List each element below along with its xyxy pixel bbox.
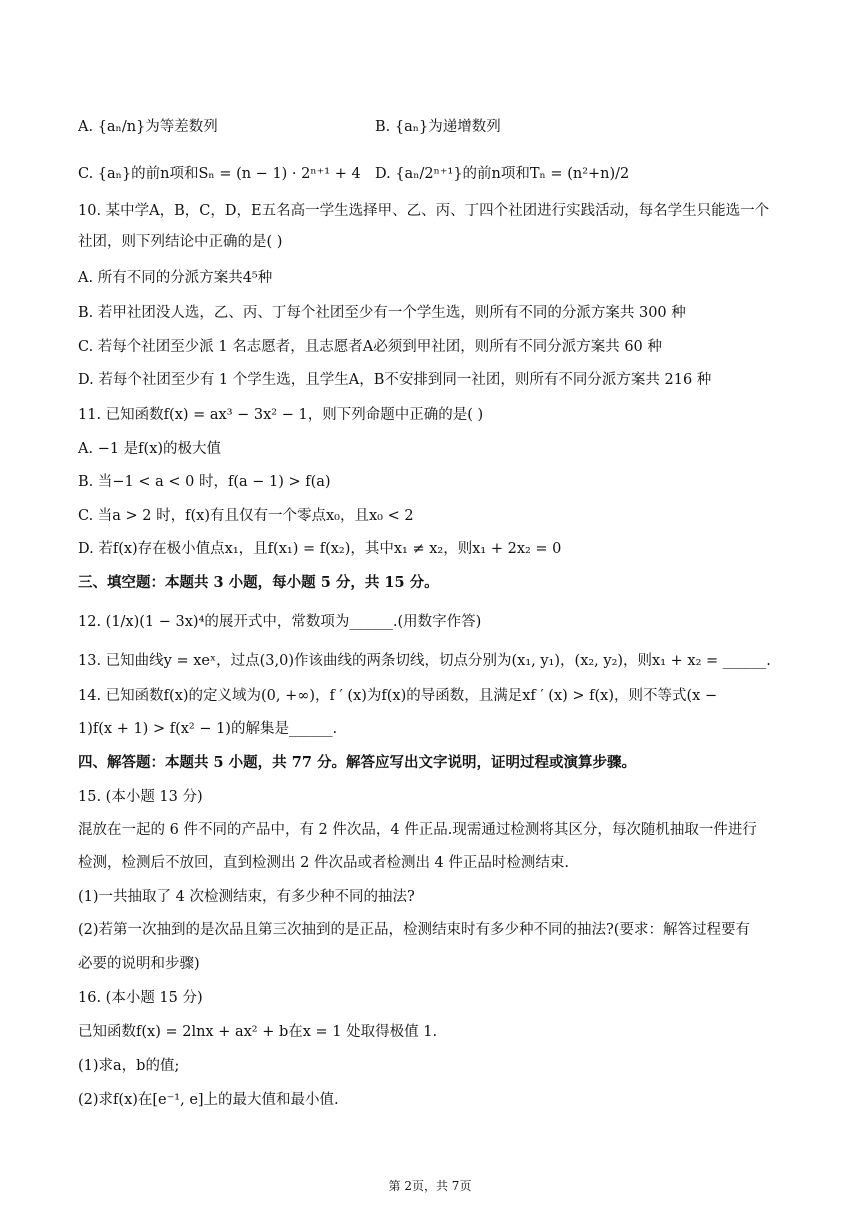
q12-stem: 12. (1/x)(1 − 3x)⁴的展开式中，常数项为______.(用数字作答)	[78, 614, 482, 630]
q11-option-b: B. 当−1 < a < 0 时，f(a − 1) > f(a)	[78, 474, 331, 490]
q11-stem: 11. 已知函数f(x) = ax³ − 3x² − 1，则下列命题中正确的是( )	[78, 407, 484, 423]
q11-option-a: A. −1 是f(x)的极大值	[78, 441, 222, 457]
q15-part2-line1: (2)若第一次抽到的是次品且第三次抽到的是正品，检测结束时有多少种不同的抽法?(要求：解答过程要有	[78, 922, 750, 938]
q16-header: 16. (本小题 15 分)	[78, 990, 203, 1006]
q15-part2-line2: 必要的说明和步骤)	[78, 956, 200, 972]
page-footer: 第 2页，共 7页	[388, 1179, 472, 1193]
section-3-heading: 三、填空题：本题共 3 小题，每小题 5 分，共 15 分。	[78, 574, 439, 591]
q9-option-b: B. {aₙ}为递增数列	[375, 119, 501, 135]
section-4-heading: 四、解答题：本题共 5 小题，共 77 分。解答应写出文字说明，证明过程或演算步骤。	[78, 754, 636, 771]
q14-stem-line2: 1)f(x + 1) > f(x² − 1)的解集是______.	[78, 721, 338, 737]
q16-part2: (2)求f(x)在[e⁻¹, e]上的最大值和最小值.	[78, 1092, 339, 1108]
q9-option-a: A. {aₙ/n}为等差数列	[78, 119, 218, 135]
q15-stem-line1: 混放在一起的 6 件不同的产品中，有 2 件次品，4 件正品.现需通过检测将其区分，每次随机抽取一件进行	[78, 822, 757, 838]
q16-part1: (1)求a，b的值;	[78, 1058, 180, 1074]
q10-option-c: C. 若每个社团至少派 1 名志愿者，且志愿者A必须到甲社团，则所有不同分派方案共 60 种	[78, 339, 662, 355]
q9-option-c: C. {aₙ}的前n项和Sₙ = (n − 1) · 2ⁿ⁺¹ + 4	[78, 166, 361, 182]
q15-stem-line2: 检测，检测后不放回，直到检测出 2 件次品或者检测出 4 件正品时检测结束.	[78, 855, 569, 871]
q13-stem: 13. 已知曲线y = xeˣ，过点(3,0)作该曲线的两条切线，切点分别为(x₁, y₁)，(x₂, y₂)，则x₁ + x₂ = ______.	[78, 653, 771, 669]
q9-option-d: D. {aₙ/2ⁿ⁺¹}的前n项和Tₙ = (n²+n)/2	[375, 166, 630, 182]
q11-option-d: D. 若f(x)存在极小值点x₁，且f(x₁) = f(x₂)，其中x₁ ≠ x₂，则x₁ + 2x₂ = 0	[78, 541, 562, 557]
q10-option-d: D. 若每个社团至少有 1 个学生选，且学生A，B不安排到同一社团，则所有不同分派方案共 216 种	[78, 372, 712, 388]
q10-option-a: A. 所有不同的分派方案共4⁵种	[78, 270, 273, 286]
q16-stem: 已知函数f(x) = 2lnx + ax² + b在x = 1 处取得极值 1.	[78, 1024, 438, 1040]
q10-option-b: B. 若甲社团没人选，乙、丙、丁每个社团至少有一个学生选，则所有不同的分派方案共 300 种	[78, 305, 686, 321]
q15-header: 15. (本小题 13 分)	[78, 789, 203, 805]
q11-option-c: C. 当a > 2 时，f(x)有且仅有一个零点x₀，且x₀ < 2	[78, 508, 414, 524]
q15-part1: (1)一共抽取了 4 次检测结束，有多少种不同的抽法?	[78, 889, 415, 905]
q10-stem-line2: 社团，则下列结论中正确的是( )	[78, 234, 283, 250]
q10-stem-line1: 10. 某中学A，B，C，D，E五名高一学生选择甲、乙、丙、丁四个社团进行实践活动，每名学生只能选一个	[78, 203, 770, 219]
q14-stem-line1: 14. 已知函数f(x)的定义域为(0, +∞)，f ′ (x)为f(x)的导函数，且满足xf ′ (x) > f(x)，则不等式(x −	[78, 688, 718, 704]
